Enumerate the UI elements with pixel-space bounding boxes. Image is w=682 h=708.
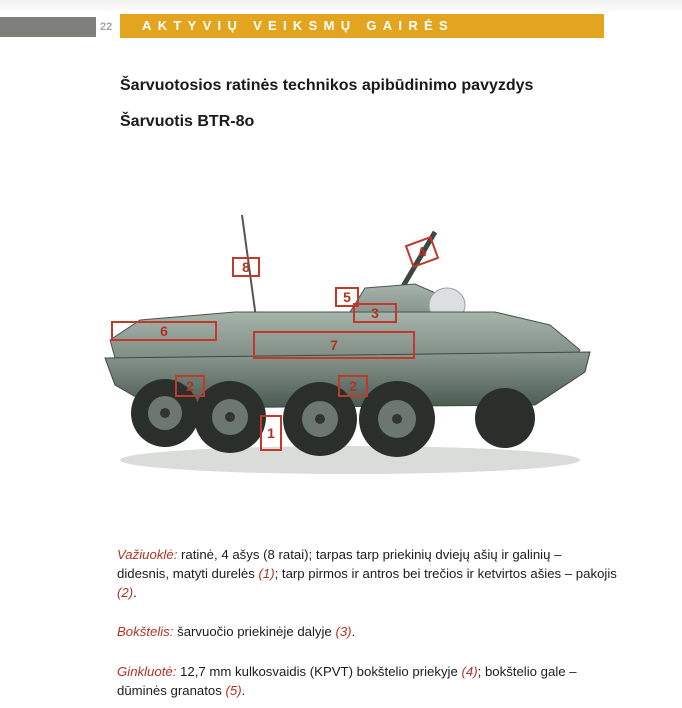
term-turret: Bokštelis: xyxy=(117,624,174,639)
armament-text-3: . xyxy=(241,683,246,698)
chassis-text-3: . xyxy=(133,585,137,600)
armament-text-2: ; bokštelio gale – dūminės granatos xyxy=(117,664,577,698)
figure-label-2-front: 2 xyxy=(175,375,205,397)
figure-label-1: 1 xyxy=(260,415,282,451)
term-chassis: Važiuoklė: xyxy=(117,547,178,562)
ref-3: (3) xyxy=(335,624,352,639)
page-top-shade xyxy=(0,0,682,14)
page-title: Šarvuotosios ratinės technikos apibūdinimo pavyzdys xyxy=(120,77,534,94)
turret-text-2: . xyxy=(351,624,356,639)
page-number: 22 xyxy=(100,21,113,33)
figure-label-7: 7 xyxy=(253,331,415,359)
ref-5: (5) xyxy=(225,683,242,698)
ground-shadow xyxy=(120,446,580,474)
ref-4: (4) xyxy=(461,664,478,679)
header-bar xyxy=(120,14,604,38)
paragraph-turret xyxy=(117,622,617,641)
term-armament: Ginkluotė: xyxy=(117,664,177,679)
figure-label-3: 3 xyxy=(353,303,397,323)
figure-label-6: 6 xyxy=(111,321,217,341)
turret-text-1: šarvuočio priekinėje dalyje xyxy=(173,624,336,639)
header-grey-bar xyxy=(0,17,96,37)
ref-2: (2) xyxy=(117,585,134,600)
vehicle-subtitle: Šarvuotis BTR-8o xyxy=(120,113,255,130)
chassis-text-1: ratinė, 4 ašys (8 ratai); tarpas tarp priekinių dviejų ašių ir galinių – didesnis, matyti durelės xyxy=(117,547,562,581)
armament-text-1: 12,7 mm kulkosvaidis (KPVT) bokštelio priekyje xyxy=(176,664,462,679)
paragraph-chassis xyxy=(117,545,617,602)
paragraph-armament xyxy=(117,662,617,700)
figure-label-2-rear: 2 xyxy=(338,375,368,397)
figure-label-8: 8 xyxy=(232,257,260,277)
vehicle-figure xyxy=(95,200,605,490)
figure-label-4: 4 xyxy=(405,236,440,268)
ref-1: (1) xyxy=(258,566,275,581)
chassis-text-2: ; tarp pirmos ir antros bei trečios ir ketvirtos ašies – pakojis xyxy=(274,566,617,581)
section-title: AKTYVIŲ VEIKSMŲ GAIRĖS xyxy=(142,18,454,33)
figure-label-5: 5 xyxy=(335,287,359,307)
